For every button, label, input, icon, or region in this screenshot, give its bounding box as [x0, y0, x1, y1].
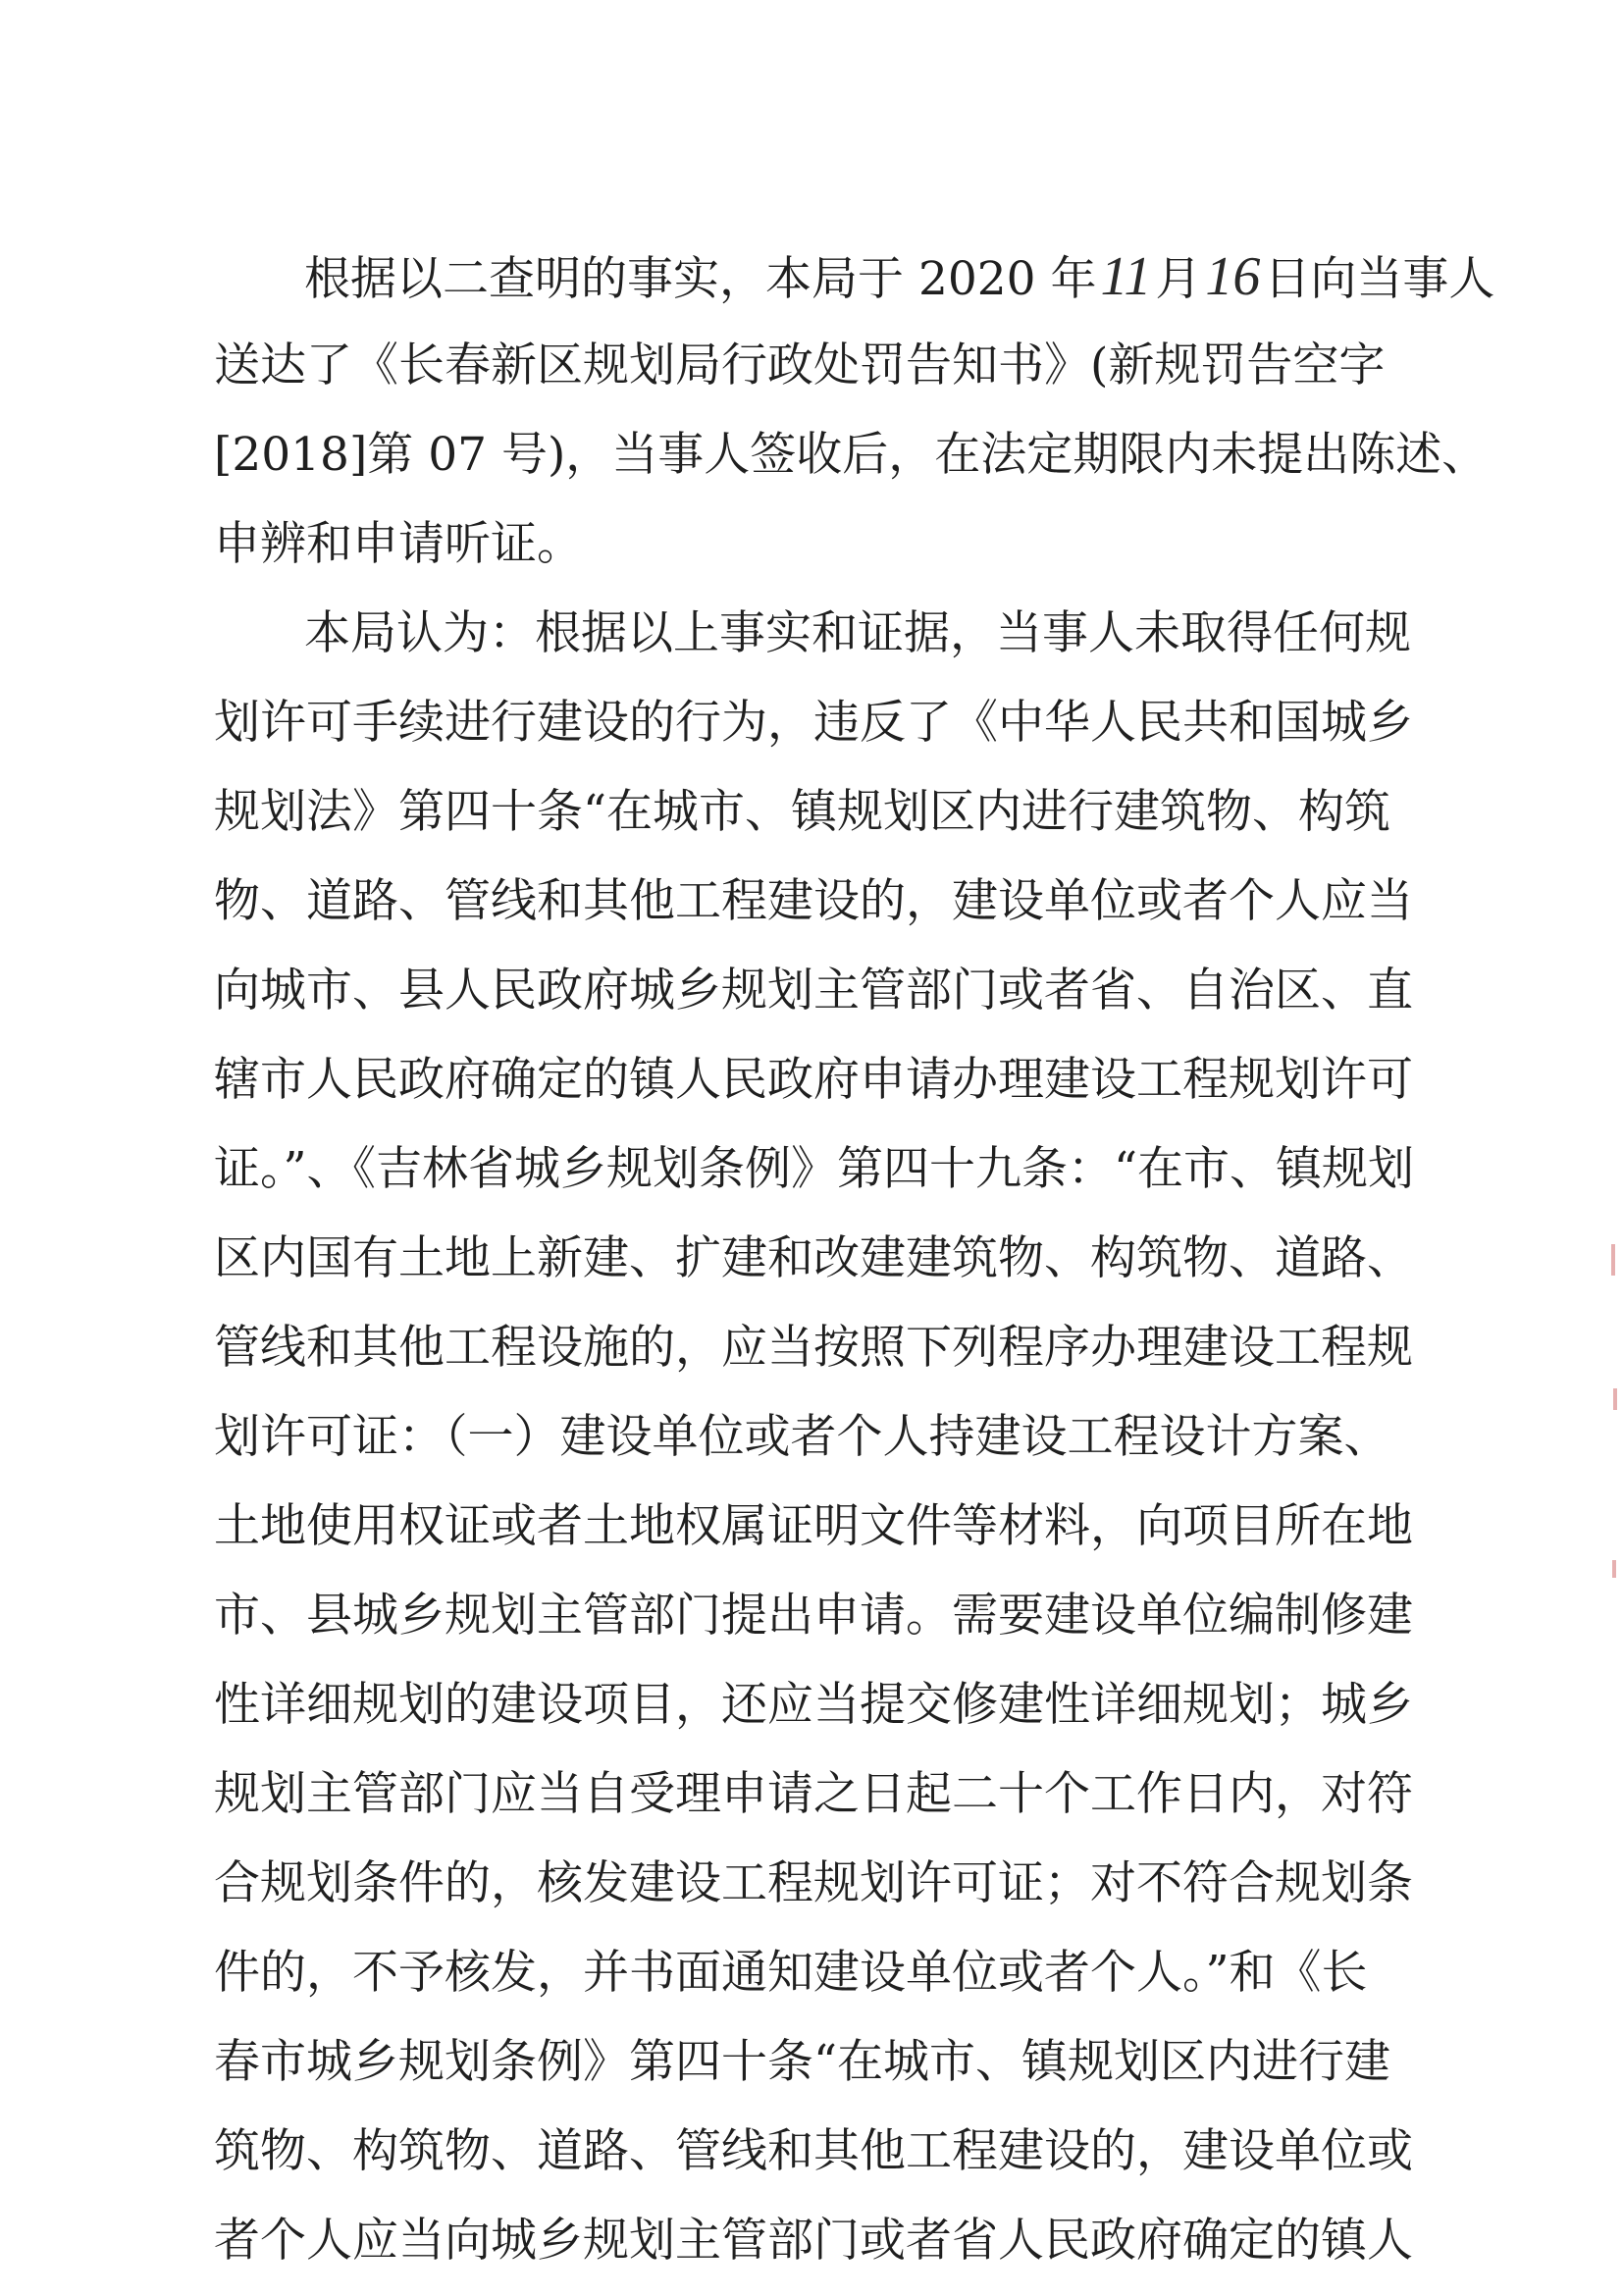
- paragraph-1-line-3: [2018]第 07 号)，当事人签收后，在法定期限内未提出陈述、: [214, 428, 1489, 482]
- paragraph-2-line: 辖市人民政府确定的镇人民政府申请办理建设工程规划许可: [214, 1053, 1413, 1107]
- paragraph-1-line-4: 申辨和申请听证。: [214, 517, 583, 571]
- scan-mark: [1612, 1560, 1616, 1578]
- paragraph-2-line: 区内国有土地上新建、扩建和改建建筑物、构筑物、道路、: [214, 1231, 1413, 1285]
- scan-mark: [1613, 1388, 1617, 1410]
- paragraph-2-line: 合规划条件的，核发建设工程规划许可证；对不符合规划条: [214, 1856, 1413, 1910]
- handwritten-month: 11: [1100, 246, 1152, 307]
- scan-mark: [1611, 1244, 1615, 1276]
- paragraph-2-line: 者个人应当向城乡规划主管部门或者省人民政府确定的镇人: [214, 2214, 1413, 2268]
- paragraph-2-line: 规划法》第四十条“在城市、镇规划区内进行建筑物、构筑: [214, 785, 1391, 839]
- paragraph-1-line-1: [0, 233, 1623, 321]
- handwritten-day: 16: [1205, 246, 1261, 307]
- paragraph-2-line: 向城市、县人民政府城乡规划主管部门或者省、自治区、直: [214, 964, 1413, 1018]
- month-unit: 月: [1155, 252, 1202, 306]
- paragraph-1-line-1-end: 日向当事人: [1264, 252, 1495, 306]
- paragraph-2-line: 管线和其他工程设施的，应当按照下列程序办理建设工程规: [214, 1321, 1413, 1375]
- paragraph-2-line: 规划主管部门应当自受理申请之日起二十个工作日内，对符: [214, 1767, 1413, 1821]
- paragraph-2-line: 件的，不予核发，并书面通知建设单位或者个人。”和《长: [214, 1946, 1368, 2000]
- paragraph-1-line-2: 送达了《长春新区规划局行政处罚告知书》(新规罚告空字: [214, 339, 1386, 392]
- paragraph-2-line: 物、道路、管线和其他工程建设的，建设单位或者个人应当: [214, 874, 1413, 928]
- paragraph-2-line: 筑物、构筑物、道路、管线和其他工程建设的，建设单位或: [214, 2124, 1413, 2178]
- paragraph-2-line: 证。”、《吉林省城乡规划条例》第四十九条：“在市、镇规划: [214, 1142, 1415, 1196]
- paragraph-2-line: 市、县城乡规划主管部门提出申请。需要建设单位编制修建: [214, 1589, 1413, 1643]
- paragraph-2-line: 春市城乡规划条例》第四十条“在城市、镇规划区内进行建: [214, 2035, 1391, 2089]
- paragraph-2-line: 划许可证：（一）建设单位或者个人持建设工程设计方案、: [214, 1410, 1390, 1464]
- paragraph-2-line: 本局认为：根据以上事实和证据，当事人未取得任何规: [304, 606, 1411, 660]
- paragraph-2-line: 性详细规划的建设项目，还应当提交修建性详细规划；城乡: [214, 1678, 1413, 1732]
- paragraph-2-line: 划许可手续进行建设的行为，违反了《中华人民共和国城乡: [214, 696, 1413, 750]
- paragraph-1-line-1-start: 根据以二查明的事实，本局于 2020 年: [304, 252, 1097, 306]
- paragraph-2-line: 土地使用权证或者土地权属证明文件等材料，向项目所在地: [214, 1499, 1413, 1553]
